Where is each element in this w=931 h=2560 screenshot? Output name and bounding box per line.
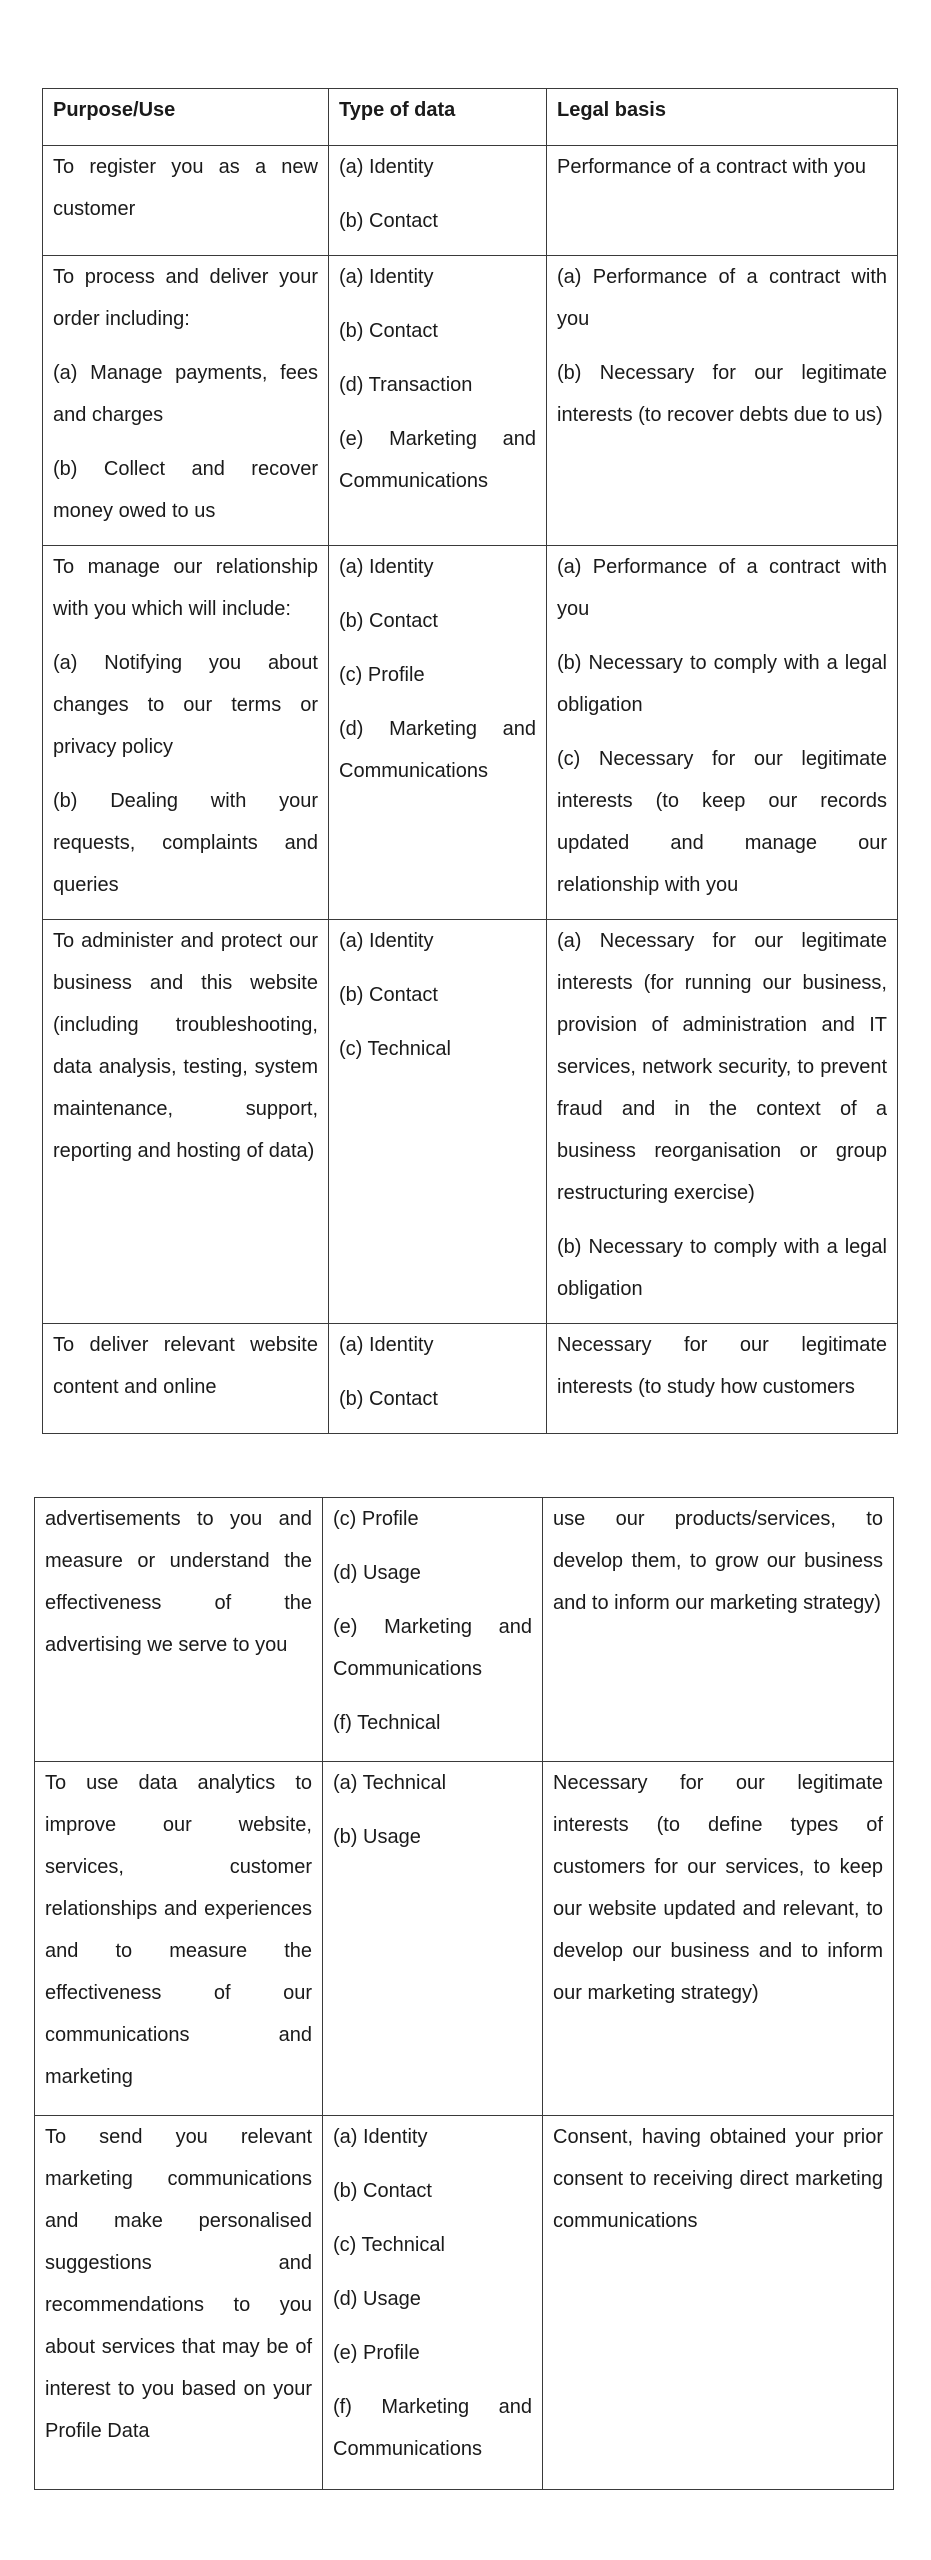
basis-cell [547,546,898,920]
data-type-item: (d) Usage [333,1562,421,1584]
purpose-cell [43,146,329,256]
legal-basis-text: (a) Performance of a contract with you [557,266,887,330]
data-type-item: (a) Identity [339,1334,434,1356]
data-type-item: (c) Technical [339,1038,451,1060]
legal-basis-text: (b) Necessary to comply with a legal obligation [557,652,887,716]
legal-basis-text: Necessary for our legitimate interests (to study how customers [557,1334,887,1398]
data-use-table-part-1 [42,88,898,1434]
legal-basis-text: (a) Performance of a contract with you [557,556,887,620]
data-type-item: (c) Profile [333,1508,419,1530]
basis-cell [547,920,898,1324]
legal-basis-text: (a) Necessary for our legitimate interests (for running our business, provision of administration and IT services, network security, to prevent fraud and in the context of a business reorganisation or group restructuring exercise) [557,930,887,1204]
data-type-item: (a) Identity [339,266,434,288]
table-row [43,920,898,1324]
type-cell [329,146,547,256]
purpose-cell [35,1498,323,1762]
basis-cell [543,1498,894,1762]
type-cell [329,256,547,546]
header-purpose: Purpose/Use [43,89,329,146]
purpose-text: To administer and protect our business and this website (including troubleshooting, data analysis, testing, system maintenance, support, reporting and hosting of data) [53,930,318,1162]
data-type-item: (f) Marketing and Communications [333,2396,532,2460]
data-type-item: (b) Contact [339,610,438,632]
table-row [43,546,898,920]
basis-cell [543,1762,894,2116]
legal-basis-text: Necessary for our legitimate interests (to define types of customers for our services, to keep our website updated and relevant, to develop our business and to inform our marketing strategy) [553,1772,883,2004]
data-type-item: (b) Contact [339,984,438,1006]
purpose-cell [43,1324,329,1434]
type-cell [323,2116,543,2490]
type-cell [323,1762,543,2116]
table-row [43,1324,898,1434]
purpose-cell [43,256,329,546]
basis-cell [547,146,898,256]
purpose-text: (b) Collect and recover money owed to us [53,458,318,522]
data-type-item: (e) Marketing and Communications [339,428,536,492]
legal-basis-text: use our products/services, to develop them, to grow our business and to inform our marketing strategy) [553,1508,883,1614]
legal-basis-text: (b) Necessary for our legitimate interests (to recover debts due to us) [557,362,887,426]
table-row [35,2116,894,2490]
purpose-text: advertisements to you and measure or understand the effectiveness of the advertising we serve to you [45,1508,312,1656]
data-type-item: (d) Marketing and Communications [339,718,536,782]
data-type-item: (a) Identity [339,930,434,952]
basis-cell [547,1324,898,1434]
purpose-cell [35,1762,323,2116]
type-cell [323,1498,543,1762]
table-row [43,146,898,256]
purpose-text: To deliver relevant website content and online [53,1334,318,1398]
purpose-text: (a) Notifying you about changes to our terms or privacy policy [53,652,318,758]
data-type-item: (e) Marketing and Communications [333,1616,532,1680]
data-type-item: (b) Contact [339,1388,438,1410]
basis-cell [547,256,898,546]
data-type-item: (d) Usage [333,2288,421,2310]
data-type-item: (e) Profile [333,2342,420,2364]
purpose-cell [43,920,329,1324]
type-cell [329,1324,547,1434]
data-type-item: (b) Contact [333,2180,432,2202]
data-type-item: (b) Contact [339,320,438,342]
data-type-item: (a) Technical [333,1772,447,1794]
legal-basis-text: Consent, having obtained your prior consent to receiving direct marketing communications [553,2126,883,2232]
legal-basis-text: Performance of a contract with you [557,156,867,178]
data-type-item: (a) Identity [333,2126,428,2148]
purpose-text: (a) Manage payments, fees and charges [53,362,318,426]
table-row [35,1762,894,2116]
purpose-cell [35,2116,323,2490]
table-row [43,256,898,546]
type-cell [329,546,547,920]
purpose-text: To register you as a new customer [53,156,318,220]
data-type-item: (c) Profile [339,664,425,686]
basis-cell [543,2116,894,2490]
data-use-table-part-2 [34,1497,894,2490]
table-header-row [43,89,898,146]
data-type-item: (d) Transaction [339,374,473,396]
purpose-text: To process and deliver your order including: [53,266,318,330]
data-type-item: (a) Identity [339,556,434,578]
purpose-text: To manage our relationship with you which will include: [53,556,318,620]
legal-basis-text: (c) Necessary for our legitimate interests (to keep our records updated and manage our relationship with you [557,748,887,896]
legal-basis-text: (b) Necessary to comply with a legal obligation [557,1236,887,1300]
table-row [35,1498,894,1762]
header-type-of-data: Type of data [329,89,547,146]
purpose-text: To use data analytics to improve our website, services, customer relationships and experiences and to measure the effectiveness of our communications and marketing [45,1772,312,2088]
data-type-item: (b) Contact [339,210,438,232]
data-type-item: (b) Usage [333,1826,421,1848]
header-legal-basis: Legal basis [547,89,898,146]
data-type-item: (a) Identity [339,156,434,178]
data-type-item: (c) Technical [333,2234,445,2256]
type-cell [329,920,547,1324]
purpose-cell [43,546,329,920]
purpose-text: To send you relevant marketing communications and make personalised suggestions and recommendations to you about services that may be of interest to you based on your Profile Data [45,2126,312,2442]
purpose-text: (b) Dealing with your requests, complaints and queries [53,790,318,896]
data-type-item: (f) Technical [333,1712,441,1734]
